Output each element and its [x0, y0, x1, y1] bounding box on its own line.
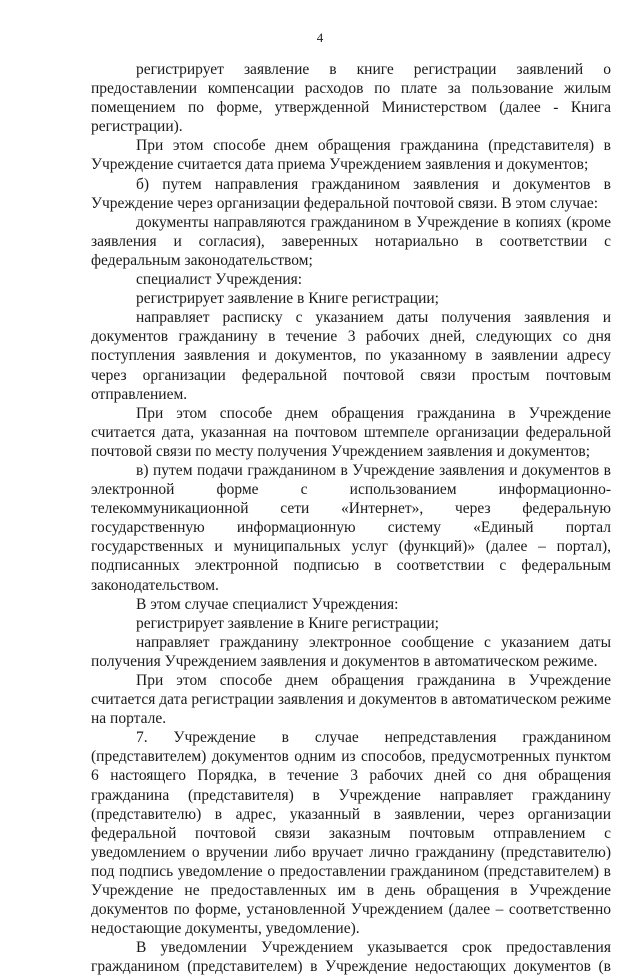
paragraph-electronic-message: направляет гражданину электронное сообщение с указанием даты получения Учреждением заявления и документов в автоматическом режиме.	[91, 633, 611, 670]
document-body	[91, 60, 611, 977]
paragraph-postal-copies: документы направляются гражданином в Учреждение в копиях (кроме заявления и согласия), заверенных нотариально в соответствии с федеральным законодательством;	[91, 213, 611, 269]
paragraph-registration-book: регистрирует заявление в книге регистрации заявлений о предоставлении компенсации расходов по плате за пользование жилым помещением по форме, утвержденной Министерством (далее - Книга регистрации).	[91, 61, 611, 136]
paragraph-notification-deadline: В уведомлении Учреждением указывается срок предоставления гражданином (представителем) в Учреждение недостающих документов (в	[91, 939, 611, 976]
paragraph-postal-date: При этом способе днем обращения гражданина в Учреждение считается дата, указанная на почтовом штемпеле организации федеральной почтовой связи по месту получения Учреждением заявления и документов;	[91, 404, 611, 460]
paragraph-registers: регистрирует заявление в Книге регистрации;	[136, 290, 439, 308]
paragraph-postal-method: б) путем направления гражданином заявления и документов в Учреждение через организации федеральной почтовой связи. В этом случае:	[91, 175, 611, 212]
paragraph-receipt: направляет расписку с указанием даты получения заявления и документов гражданину в течение 3 рабочих дней, следующих со дня поступления заявления и документов, по указанному в заявлении адресу через организации федеральной почтовой связи простым почтовым отправлением.	[91, 309, 611, 403]
paragraph-electronic-method: в) путем подачи гражданином в Учреждение заявления и документов в электронной форме с использованием информационно-телекоммуникационной сети «Интернет», через федеральную государственную информационную систему «Единый портал государственных и муниципальных услуг (функций)» (далее – портал), подписанных электронной подписью в соответствии с федеральным законодательством.	[91, 461, 611, 594]
paragraph-electronic-specialist: В этом случае специалист Учреждения:	[136, 595, 399, 613]
paragraph-clause-7: 7. Учреждение в случае непредставления гражданином (представителем) документов одним из способов, предусмотренных пунктом 6 настоящего Порядка, в течение 3 рабочих дней со дня обращения гражданина (представителя) в Учреждение направляет гражданину (представителю) в адрес, указанный в заявлении, через организации федеральной почтовой связи заказным почтовым отправлением с уведомлением о вручении либо вручает лично гражданину (представителю) под подпись уведомление о предоставлении гражданином (представителем) в Учреждение не предоставленных им в день обращения в Учреждение документов по форме, установленной Учреждением (далее – соответственно недостающие документы, уведомление).	[91, 729, 611, 938]
page-number: 4	[316, 30, 324, 45]
paragraph-electronic-registers: регистрирует заявление в Книге регистрации;	[136, 614, 439, 632]
paragraph-in-person-date: При этом способе днем обращения гражданина (представителя) в Учреждение считается дата приема Учреждением заявления и документов;	[91, 137, 611, 174]
paragraph-specialist: специалист Учреждения:	[136, 271, 303, 289]
paragraph-electronic-date: При этом способе днем обращения гражданина в Учреждение считается дата регистрации заявления и документов в автоматическом режиме на портале.	[91, 672, 611, 728]
